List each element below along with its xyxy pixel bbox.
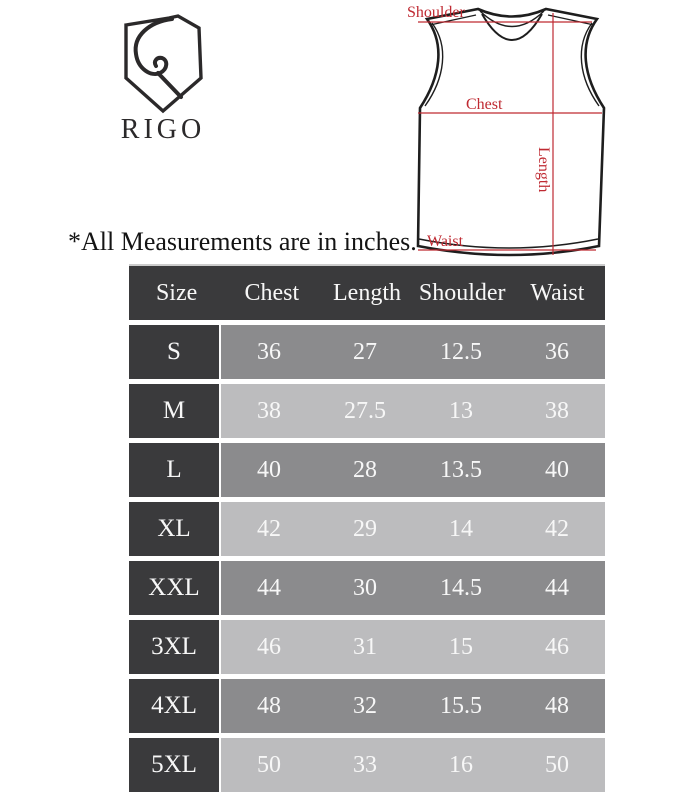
size-cell: XXL [129,561,221,615]
waist-value: 44 [509,561,605,615]
chest-value: 50 [221,738,317,792]
waist-value: 40 [509,443,605,497]
size-cell: XL [129,502,221,556]
chest-label: Chest [466,96,503,113]
length-value: 30 [317,561,413,615]
chest-value: 44 [221,561,317,615]
chest-value: 38 [221,384,317,438]
size-cell: 5XL [129,738,221,792]
length-value: 27 [317,325,413,379]
length-value: 27.5 [317,384,413,438]
table-row [129,502,605,556]
sleeveless-shirt-icon [418,9,604,255]
size-table-header [129,266,605,320]
column-header-length: Length [333,280,401,306]
waist-label: Waist [427,233,464,250]
column-header-size: Size [155,280,198,306]
length-label: Length [535,147,552,193]
length-value: 32 [317,679,413,733]
shoulder-value: 14 [413,502,509,556]
size-cell: M [129,384,221,438]
size-cell: S [129,325,221,379]
column-header-chest: Chest [244,280,300,306]
shoulder-value: 16 [413,738,509,792]
table-row [129,679,605,733]
table-row [129,384,605,438]
table-row [129,443,605,497]
chest-value: 36 [221,325,317,379]
waist-value: 38 [509,384,605,438]
shoulder-value: 14.5 [413,561,509,615]
chest-value: 42 [221,502,317,556]
length-value: 31 [317,620,413,674]
length-value: 28 [317,443,413,497]
chest-value: 48 [221,679,317,733]
shoulder-value: 15 [413,620,509,674]
waist-value: 42 [509,502,605,556]
column-header-shoulder: Shoulder [418,280,506,306]
shoulder-value: 15.5 [413,679,509,733]
size-table [129,264,605,792]
table-row [129,325,605,379]
brand-logo [110,14,216,144]
size-table-body [129,325,605,792]
column-header-waist: Waist [530,280,585,306]
measurement-note: *All Measurements are in inches. [68,227,417,256]
chest-value: 40 [221,443,317,497]
waist-value: 50 [509,738,605,792]
table-row [129,738,605,792]
size-cell: 3XL [129,620,221,674]
size-cell: L [129,443,221,497]
shoulder-value: 12.5 [413,325,509,379]
chest-value: 46 [221,620,317,674]
table-row [129,620,605,674]
waist-value: 46 [509,620,605,674]
shoulder-value: 13.5 [413,443,509,497]
shirt-measurement-diagram [402,0,622,266]
size-cell: 4XL [129,679,221,733]
shoulder-label: Shoulder [407,4,465,21]
length-value: 29 [317,502,413,556]
length-value: 33 [317,738,413,792]
waist-value: 36 [509,325,605,379]
shoulder-value: 13 [413,384,509,438]
table-row [129,561,605,615]
waist-value: 48 [509,679,605,733]
shield-logo-icon [119,14,207,114]
brand-name: RIGO [120,114,206,145]
